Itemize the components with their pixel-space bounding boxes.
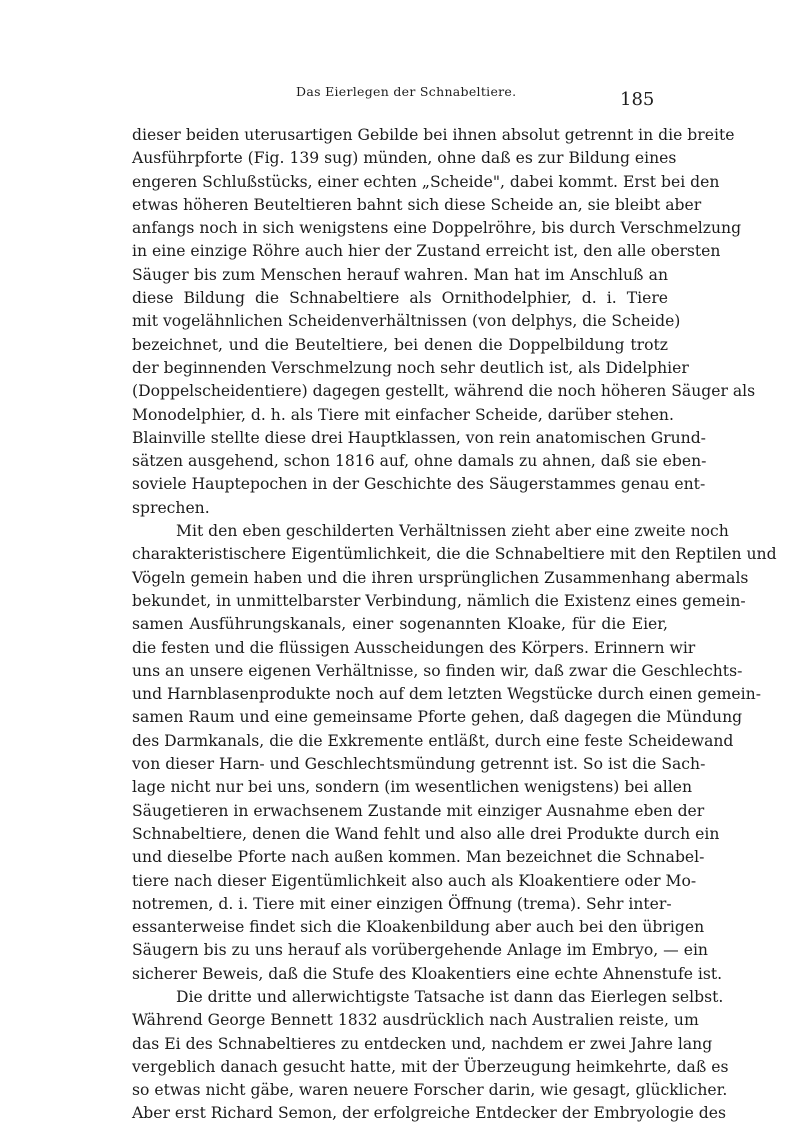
text-line: Vögeln gemein haben und die ihren ursprünglichen Zusammenhang abermals — [132, 568, 749, 587]
text-line: und dieselbe Pforte nach außen kommen. Man bezeichnet die Schnabel- — [132, 848, 705, 867]
page-number: 185 — [620, 89, 655, 110]
text-line: sprechen. — [132, 498, 210, 517]
text-line: tiere nach dieser Eigentümlichkeit also auch als Kloakentiere oder Mo- — [132, 871, 697, 890]
text-line: charakteristischere Eigentümlichkeit, die die Schnabeltiere mit den Reptilen und — [132, 545, 777, 564]
text-line: des Darmkanals, die die Exkremente entläßt, durch eine feste Scheidewand — [132, 731, 734, 750]
text-line: diese Bildung die Schnabeltiere als Ornithodelphier, d. i. Tiere — [132, 289, 668, 308]
text-line: so etwas nicht gäbe, waren neuere Forscher darin, wie gesagt, glücklicher. — [132, 1081, 728, 1100]
text-line: Ausführpforte (Fig. 139 sug) münden, ohne daß es zur Bildung eines — [132, 149, 677, 168]
text-line: (Doppelscheidentiere) dagegen gestellt, während die noch höheren Säuger als — [132, 382, 756, 401]
text-line: Säuger bis zum Menschen herauf wahren. Man hat im Anschluß an — [132, 265, 668, 284]
text-line: notremen, d. i. Tiere mit einer einzigen Öffnung (trema). Sehr inter- — [132, 894, 672, 913]
text-line: Mit den eben geschilderten Verhältnissen zieht aber eine zweite noch — [176, 522, 729, 541]
text-line: Aber erst Richard Semon, der erfolgreiche Entdecker der Embryologie des — [132, 1104, 726, 1123]
text-line: von dieser Harn- und Geschlechtsmündung getrennt ist. So ist die Sach- — [132, 755, 706, 774]
text-line: samen Raum und eine gemeinsame Pforte gehen, daß dagegen die Mündung — [132, 708, 743, 727]
text-line: Während George Bennett 1832 ausdrücklich nach Australien reiste, um — [132, 1011, 699, 1030]
running-title: Das Eierlegen der Schnabeltiere. — [296, 84, 517, 99]
text-line: Die dritte und allerwichtigste Tatsache ist dann das Eierlegen selbst. — [176, 987, 724, 1006]
text-line: samen Ausführungskanals, einer sogenannten Kloake, für die Eier, — [132, 615, 668, 634]
text-line: dieser beiden uterusartigen Gebilde bei ihnen absolut getrennt in die breite — [132, 126, 735, 144]
text-line: der beginnenden Verschmelzung noch sehr deutlich ist, als Didelphier — [132, 358, 689, 377]
text-line: Blainville stellte diese drei Hauptklassen, von rein anatomischen Grund- — [132, 428, 706, 447]
text-line: sätzen ausgehend, schon 1816 auf, ohne damals zu ahnen, daß sie eben- — [132, 452, 707, 471]
text-line: bezeichnet, und die Beuteltiere, bei denen die Doppelbildung trotz — [132, 335, 668, 354]
text-line: sicherer Beweis, daß die Stufe des Kloakentiers eine echte Ahnenstufe ist. — [132, 964, 723, 983]
body-text — [132, 124, 777, 1126]
text-line: uns an unsere eigenen Verhältnisse, so finden wir, daß zwar die Geschlechts- — [132, 661, 743, 680]
text-line: bekundet, in unmittelbarster Verbindung, nämlich die Existenz eines gemein- — [132, 591, 746, 610]
text-line: etwas höheren Beuteltieren bahnt sich diese Scheide an, sie bleibt aber — [132, 195, 702, 214]
text-line: anfangs noch in sich wenigstens eine Doppelröhre, bis durch Verschmelzung — [132, 219, 742, 238]
text-line: Säugern bis zu uns herauf als vorübergehende Anlage im Embryo, — ein — [132, 941, 708, 960]
text-line: und Harnblasenprodukte noch auf dem letzten Wegstücke durch einen gemein- — [132, 685, 761, 704]
text-line: die festen und die flüssigen Ausscheidungen des Körpers. Erinnern wir — [132, 638, 696, 657]
text-line: mit vogelähnlichen Scheidenverhältnissen (von delphys, die Scheide) — [132, 312, 681, 331]
text-line: Monodelphier, d. h. als Tiere mit einfacher Scheide, darüber stehen. — [132, 405, 674, 424]
text-line: Säugetieren in erwachsenem Zustande mit einziger Ausnahme eben der — [132, 801, 705, 820]
text-line: engeren Schlußstücks, einer echten „Scheide", dabei kommt. Erst bei den — [132, 172, 720, 191]
text-line: das Ei des Schnabeltieres zu entdecken und, nachdem er zwei Jahre lang — [132, 1034, 713, 1053]
text-line: in eine einzige Röhre auch hier der Zustand erreicht ist, den alle obersten — [132, 242, 721, 261]
text-line: lage nicht nur bei uns, sondern (im wesentlichen wenigstens) bei allen — [132, 778, 693, 797]
text-line: Schnabeltiere, denen die Wand fehlt und also alle drei Produkte durch ein — [132, 824, 720, 843]
text-line: vergeblich danach gesucht hatte, mit der Überzeugung heimkehrte, daß es — [132, 1057, 729, 1076]
text-line: essanterweise findet sich die Kloakenbildung aber auch bei den übrigen — [132, 918, 705, 937]
text-line: soviele Hauptepochen in der Geschichte des Säugerstammes genau ent- — [132, 475, 706, 494]
